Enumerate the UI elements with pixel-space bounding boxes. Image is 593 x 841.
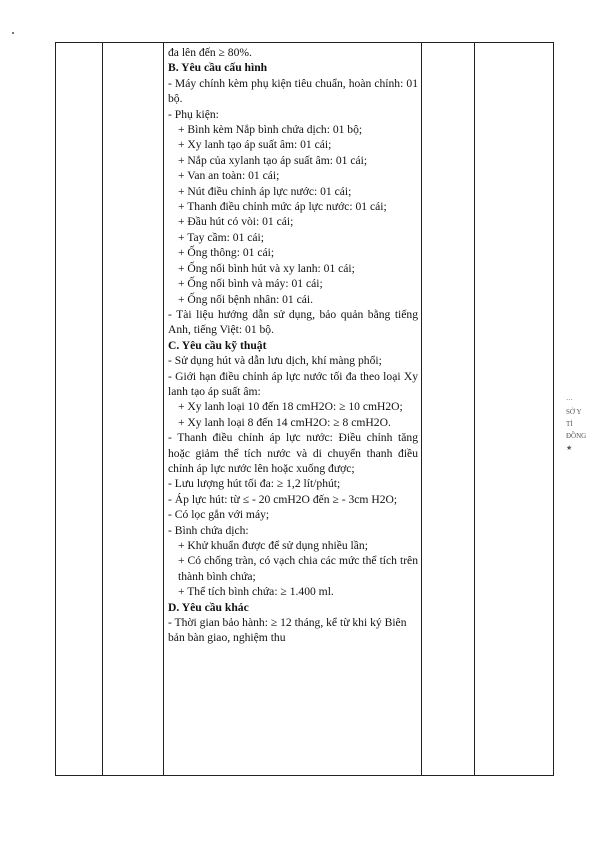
note-cell bbox=[475, 43, 554, 776]
spec-line: - Giới hạn điều chỉnh áp lực nước tối đa theo loại Xy lanh tạo áp suất âm: bbox=[168, 369, 418, 398]
unit-cell bbox=[422, 43, 475, 776]
spec-line: - Có lọc gắn với máy; bbox=[168, 508, 270, 522]
spec-table bbox=[55, 42, 554, 776]
spec-line: - Lưu lượng hút tối đa: ≥ 1,2 lít/phút; bbox=[168, 477, 341, 491]
spec-line: + Khử khuẩn được để sử dụng nhiều lần; bbox=[178, 539, 368, 552]
spec-line: + Van an toàn: 01 cái; bbox=[178, 169, 280, 183]
spec-line: + Ống nối bệnh nhân: 01 cái. bbox=[178, 292, 314, 306]
spec-line: đa lên đến ≥ 80%. bbox=[168, 46, 252, 59]
spec-line: + Nắp của xylanh tạo áp suất âm: 01 cái; bbox=[178, 153, 368, 167]
spec-cell bbox=[164, 43, 422, 776]
spec-content bbox=[164, 43, 421, 646]
spec-line: - Thanh điều chỉnh áp lực nước: Điều chỉnh tăng hoặc giảm thể tích nước và di chuyển thanh điều chỉnh áp lực nước lên hoặc xuống được; bbox=[168, 431, 418, 475]
stamp-text: TỈ bbox=[566, 420, 573, 428]
spec-line: - Bình chứa dịch: bbox=[168, 523, 249, 537]
stamp-text: SỞ Y bbox=[566, 408, 582, 416]
stamp-text: ··· bbox=[566, 396, 573, 404]
stamp-text: ★ bbox=[566, 444, 573, 452]
section-heading: D. Yêu cầu khác bbox=[168, 600, 249, 614]
section-heading: B. Yêu cầu cấu hình bbox=[168, 61, 268, 75]
spec-line: + Tay cầm: 01 cái; bbox=[178, 230, 264, 244]
spec-line: + Thanh điều chỉnh mức áp lực nước: 01 cái; bbox=[178, 200, 387, 214]
spec-line: - Áp lực hút: từ ≤ - 20 cmH2O đến ≥ - 3cm H2O; bbox=[168, 492, 398, 506]
spec-line: + Đầu hút có vòi: 01 cái; bbox=[178, 215, 294, 229]
spec-line: - Sử dụng hút và dẫn lưu dịch, khí màng phổi; bbox=[168, 354, 382, 368]
stamp-text: ĐỒNG bbox=[566, 432, 587, 440]
spec-line: + Thể tích bình chứa: ≥ 1.400 ml. bbox=[178, 585, 334, 599]
spec-line: + Nút điều chỉnh áp lực nước: 01 cái; bbox=[178, 184, 352, 198]
scan-speck bbox=[12, 32, 14, 34]
spec-line: + Bình kèm Nắp bình chứa dịch: 01 bộ; bbox=[178, 123, 363, 137]
section-heading: C. Yêu cầu kỹ thuật bbox=[168, 338, 267, 352]
stt-cell bbox=[56, 43, 103, 776]
spec-line: - Tài liệu hướng dẫn sử dụng, bảo quản bằng tiếng Anh, tiếng Việt: 01 bộ. bbox=[168, 307, 418, 337]
name-cell bbox=[103, 43, 164, 776]
spec-line: + Xy lanh loại 10 đến 18 cmH2O: ≥ 10 cmH2O; bbox=[178, 400, 403, 414]
spec-line: - Máy chính kèm phụ kiện tiêu chuẩn, hoàn chỉnh: 01 bộ. bbox=[168, 76, 418, 106]
spec-line: + Ống nối bình hút và xy lanh: 01 cái; bbox=[178, 261, 355, 275]
table-row bbox=[56, 43, 554, 776]
spec-line: + Ống nối bình và máy: 01 cái; bbox=[178, 277, 323, 291]
spec-line: + Xy lanh tạo áp suất âm: 01 cái; bbox=[178, 138, 332, 152]
spec-line: - Phụ kiện: bbox=[168, 107, 219, 121]
stamp-fragment bbox=[566, 394, 590, 454]
spec-line: + Ống thông: 01 cái; bbox=[178, 246, 275, 260]
spec-line: - Thời gian bảo hành: ≥ 12 tháng, kể từ khi ký Biên bản bàn giao, nghiệm thu bbox=[168, 616, 407, 645]
spec-line: + Xy lanh loại 8 đến 14 cmH2O: ≥ 8 cmH2O. bbox=[178, 415, 391, 429]
spec-line: + Có chống tràn, có vạch chia các mức thể tích trên thành bình chứa; bbox=[178, 554, 418, 583]
